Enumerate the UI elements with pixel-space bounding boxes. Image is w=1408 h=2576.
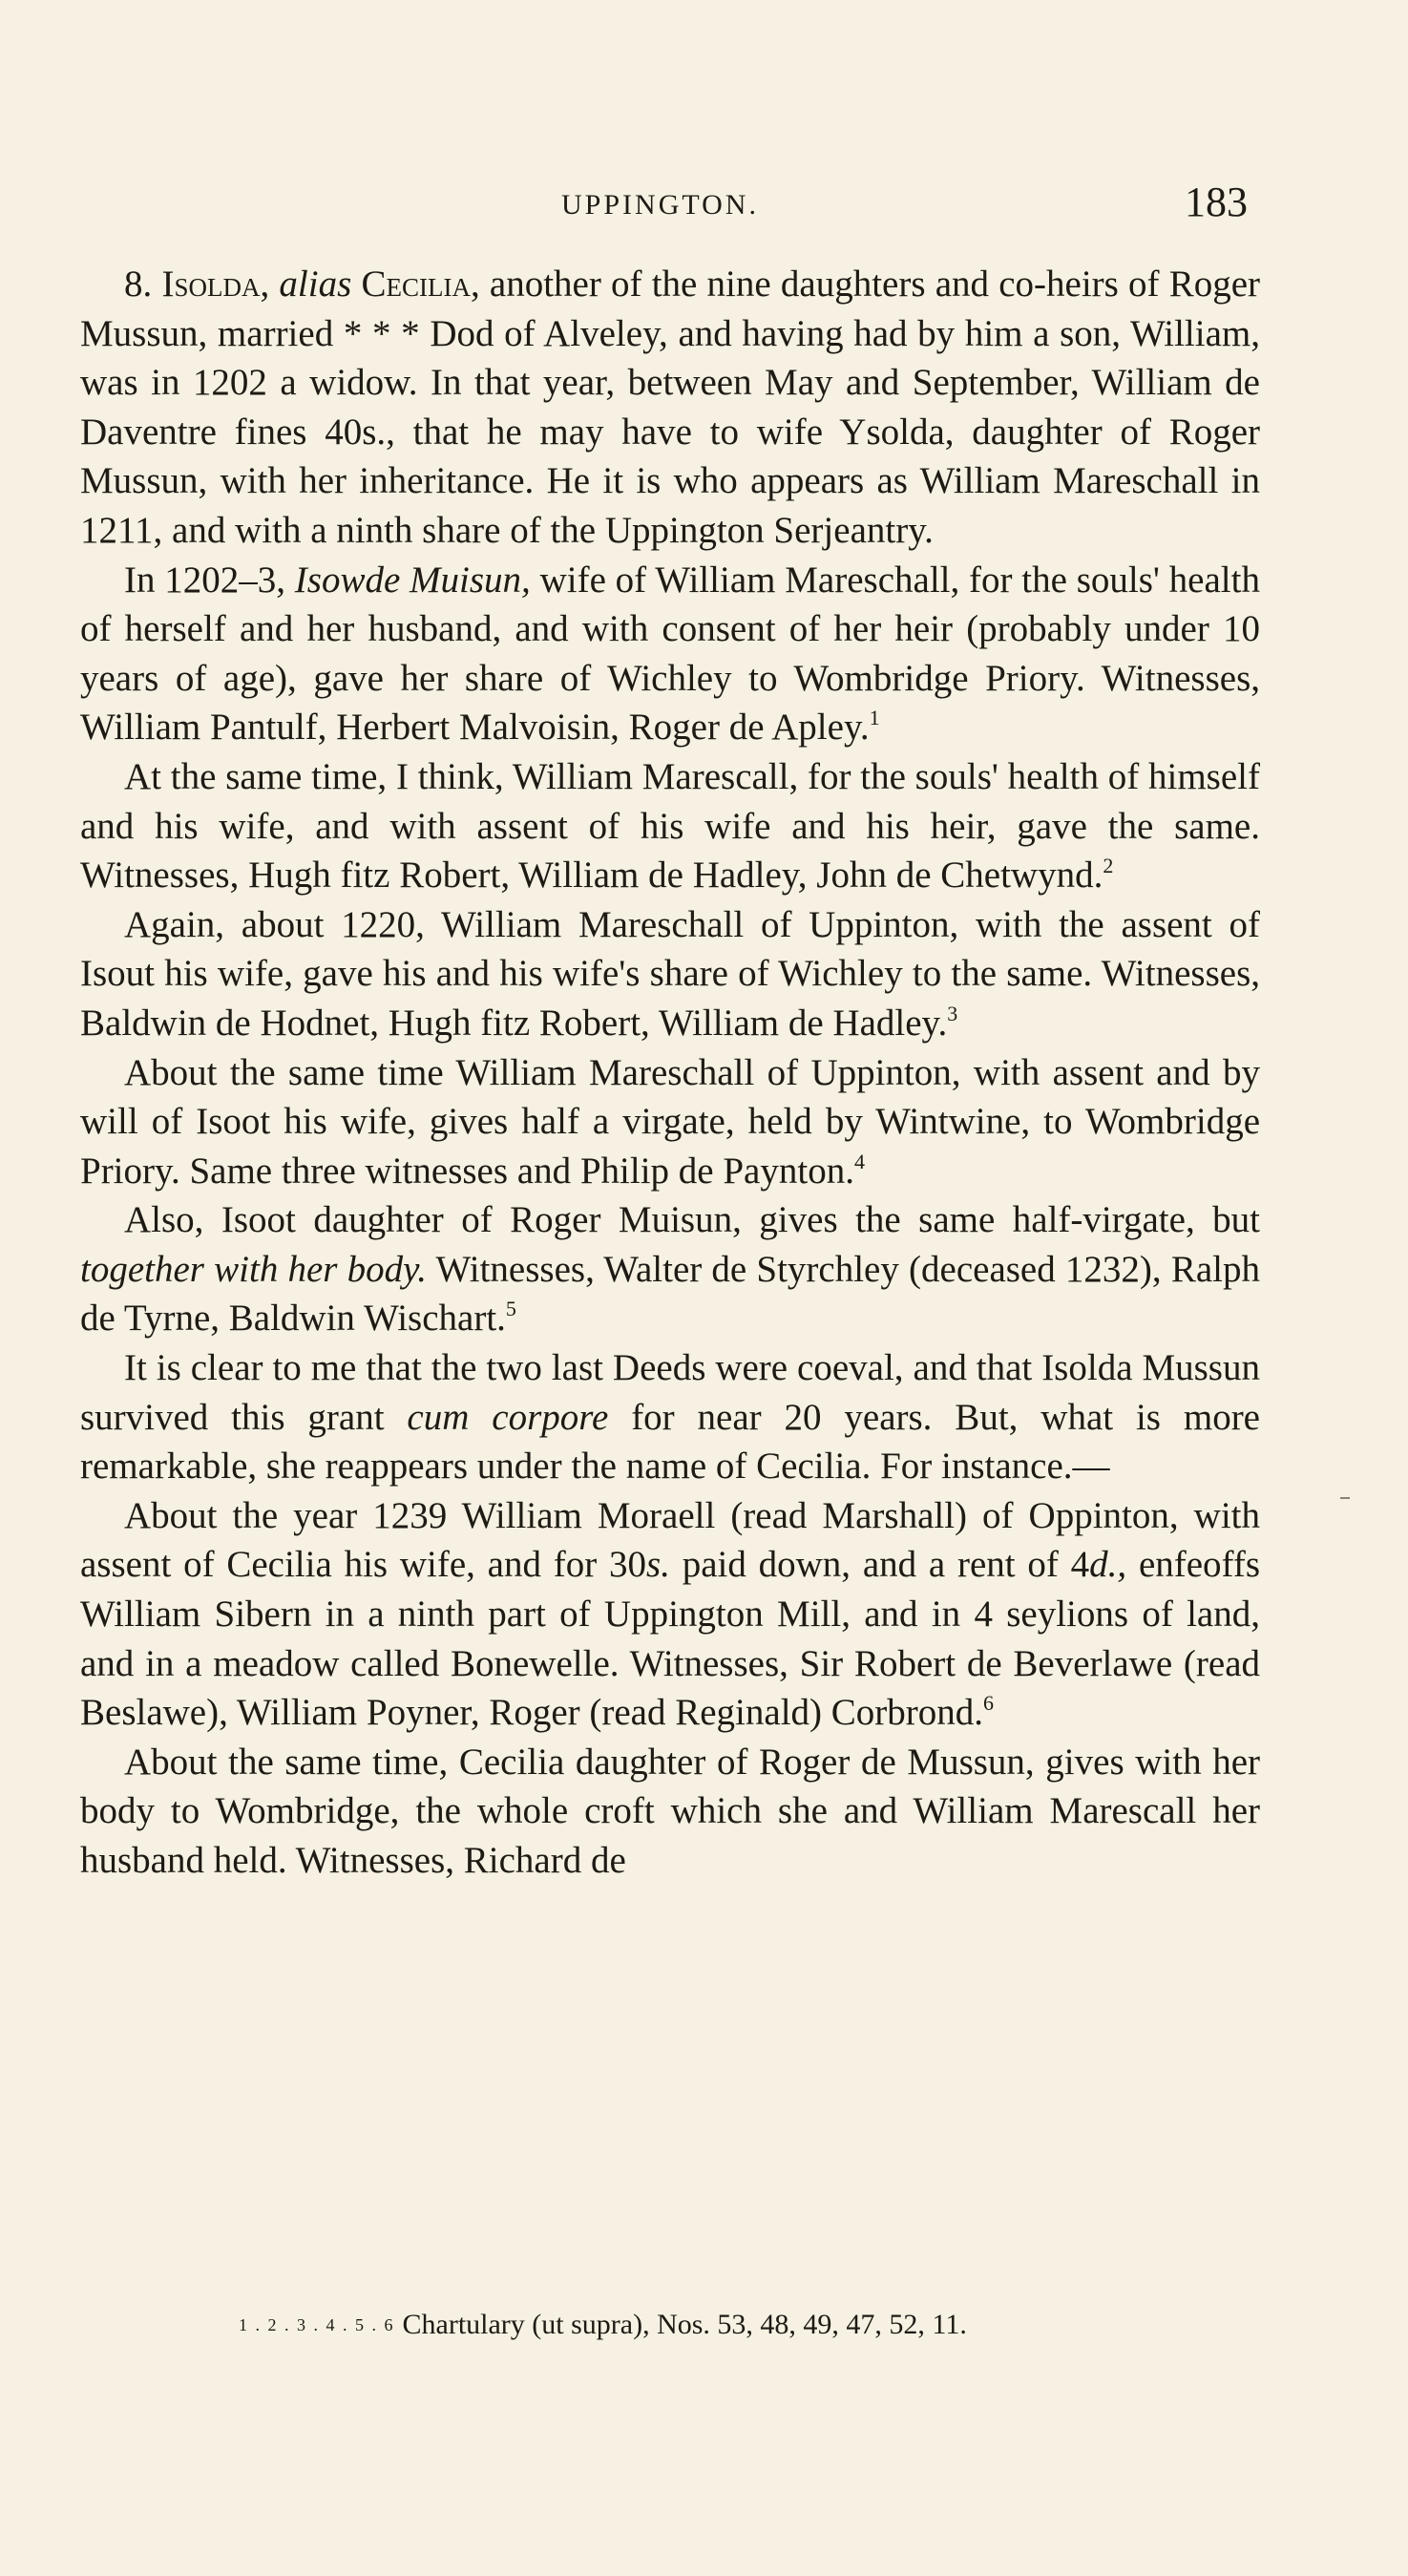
- paragraph-text: It is clear to me that the two last Deeds were coeval, and that Isolda Mussun survived this grant: [80, 1347, 1260, 1438]
- paragraph-text: In 1202–3,: [124, 559, 295, 601]
- paragraph-isolda: [80, 260, 1260, 556]
- paragraph-text: another of the nine daughters and co-heirs of Roger Mussun, married * * * Dod of Alveley, and having had by him a son, William, was in 1202 a widow. In that year, between May and September, William de Daventre fines 40s., that he may have to wife Ysolda, daughter of Roger Mussun, with her inheritance. He it is who appears as William Mareschall in 1211, and with a ninth share of the Uppington Serjeantry.: [80, 264, 1261, 551]
- paragraph-text: Witnesses, Walter de Styrchley (deceased 1232), Ralph de Tyrne, Baldwin Wischart.: [80, 1248, 1260, 1340]
- paragraph-text: Again, about 1220, William Mareschall of Uppinton, with the assent of Isout his wife, gave his and his wife's share of Wichley to the same. Witnesses, Baldwin de Hodnet, Hugh fitz Robert, William de Hadley.: [80, 903, 1260, 1044]
- footnote-ref: 2: [1103, 854, 1114, 878]
- paragraph-cecilia: [80, 1738, 1260, 1886]
- name-isolda: Isolda,: [161, 264, 270, 305]
- footnote-numbers: 1 . 2 . 3 . 4 . 5 . 6: [239, 2315, 395, 2334]
- italic-phrase: together with her body.: [80, 1248, 428, 1290]
- paragraph-1202: [80, 556, 1260, 752]
- paragraph-isoot: [80, 1195, 1260, 1343]
- paragraph-text: About the same time, Cecilia daughter of Roger de Mussun, gives with her body to Wombridge, the whole croft which she and William Marescall her husband held. Witnesses, Richard de: [80, 1741, 1260, 1881]
- italic-unit: d.,: [1089, 1544, 1127, 1586]
- footnote-ref: 3: [947, 1001, 958, 1025]
- paragraph-same-time: [80, 752, 1260, 900]
- footnote: [239, 2309, 967, 2341]
- paragraph-coeval: [80, 1343, 1260, 1491]
- running-head: UPPINGTON.: [561, 189, 759, 221]
- paragraph-text: for near 20 years. But, what is more remarkable, she reappears under the name of Cecilia. For instance.—: [80, 1396, 1260, 1488]
- paragraph-1220: [80, 900, 1260, 1048]
- italic-name: Isowde Muisun,: [294, 559, 531, 601]
- paragraph-text: About the same time William Mareschall of Uppinton, with assent and by will of Isoot his wife, gives half a virgate, held by Wintwine, to Wombridge Priory. Same three witnesses and Philip de Paynton.: [80, 1051, 1260, 1192]
- paragraph-text: enfeoffs William Sibern in a ninth part of Uppington Mill, and in 4 seylions of land, and in a meadow called Bonewelle. Witnesses, Sir Robert de Beverlawe (read Beslawe), William Poyner, Roger (read Reginald) Corbrond.: [80, 1544, 1260, 1734]
- italic-unit: s.: [646, 1544, 670, 1586]
- paragraph-1239: [80, 1491, 1260, 1738]
- margin-mark: [1340, 1497, 1350, 1499]
- alias-word: alias: [269, 264, 362, 305]
- page-header: [0, 181, 1408, 239]
- body-text: [80, 260, 1260, 1886]
- page-number: 183: [1185, 179, 1248, 225]
- paragraph-half-virgate: [80, 1048, 1260, 1196]
- footnote-ref: 6: [983, 1691, 994, 1716]
- paragraph-text: About the year 1239 William Moraell (read Marshall) of Oppinton, with assent of Cecilia his wife, and for 30: [80, 1494, 1260, 1586]
- footnote-ref: 4: [853, 1149, 865, 1173]
- name-cecilia: Cecilia,: [361, 264, 480, 305]
- footnote-ref: 1: [869, 706, 880, 730]
- paragraph-text: paid down, and a rent of 4: [669, 1544, 1090, 1586]
- paragraph-text: Also, Isoot daughter of Roger Muisun, gives the same half-virgate, but: [124, 1199, 1260, 1241]
- paragraph-number: 8.: [124, 264, 162, 305]
- footnote-text: Chartulary (ut supra), Nos. 53, 48, 49, 47, 52, 11.: [402, 2309, 967, 2340]
- footnote-ref: 5: [505, 1297, 516, 1321]
- italic-phrase: cum corpore: [407, 1396, 609, 1438]
- paragraph-text: wife of William Mareschall, for the souls' health of herself and her husband, and with consent of her heir (probably under 10 years of age), gave her share of Wichley to Wombridge Priory. Witnesses, William Pantulf, Herbert Malvoisin, Roger de Apley.: [80, 559, 1260, 749]
- paragraph-text: At the same time, I think, William Marescall, for the souls' health of himself and his wife, and with assent of his wife and his heir, gave the same. Witnesses, Hugh fitz Robert, William de Hadley, John de Chetwynd.: [80, 755, 1260, 897]
